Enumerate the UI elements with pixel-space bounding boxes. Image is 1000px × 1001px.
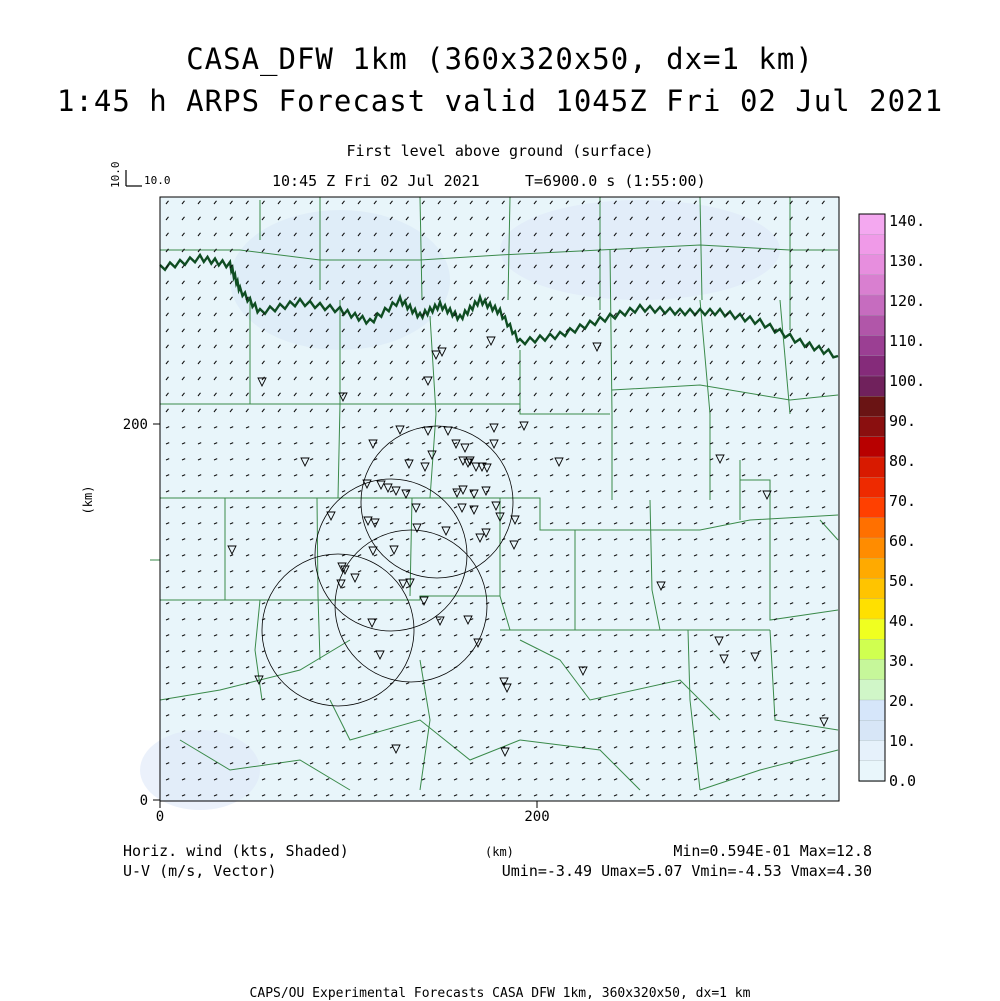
colorbar-swatch	[859, 417, 885, 438]
x-tick-label: 200	[524, 809, 550, 825]
colorbar-swatch	[859, 660, 885, 681]
ref-vector-v-label: 10.0	[109, 161, 122, 188]
wind-shade-patch	[500, 200, 780, 300]
colorbar-swatch	[859, 295, 885, 316]
colorbar-label: 130.	[889, 252, 926, 270]
footer-x-axis-label: (km)	[485, 845, 514, 859]
x-tick-label: 0	[155, 809, 165, 825]
colorbar-swatch	[859, 700, 885, 721]
colorbar-swatch	[859, 498, 885, 519]
colorbar-swatch	[859, 741, 885, 762]
colorbar-swatch	[859, 579, 885, 600]
subtitle-level: First level above ground (surface)	[346, 142, 654, 160]
subtitle-time: 10:45 Z Fri 02 Jul 2021	[272, 172, 480, 190]
wind-shade-patch	[140, 730, 260, 810]
y-axis-label: (km)	[81, 485, 95, 515]
footer-min-max: Min=0.594E-01 Max=12.8	[673, 842, 872, 860]
colorbar-label: 140.	[889, 212, 926, 230]
colorbar-swatch	[859, 720, 885, 741]
y-tick-label: 200	[122, 417, 148, 433]
colorbar-label: 70.	[889, 492, 917, 510]
colorbar-swatch	[859, 255, 885, 276]
colorbar-swatch	[859, 315, 885, 336]
colorbar-swatch	[859, 457, 885, 478]
colorbar-swatch	[859, 376, 885, 397]
colorbar-label: 30.	[889, 652, 917, 670]
bottom-credit: CAPS/OU Experimental Forecasts CASA DFW 1km, 360x320x50, dx=1 km	[249, 986, 751, 1001]
title-line-2: 1:45 h ARPS Forecast valid 1045Z Fri 02 Jul 2021	[56, 84, 944, 118]
colorbar-swatch	[859, 518, 885, 539]
map-area	[140, 197, 839, 810]
title-line-1: CASA_DFW 1km (360x320x50, dx=1 km)	[186, 42, 814, 76]
colorbar-swatch	[859, 619, 885, 640]
colorbar-label: 0.0	[889, 772, 917, 790]
colorbar-swatch	[859, 761, 885, 782]
colorbar-swatch	[859, 234, 885, 255]
y-tick-label: 0	[139, 793, 148, 809]
colorbar-label: 40.	[889, 612, 917, 630]
reference-vector	[109, 162, 171, 189]
colorbar-swatch	[859, 275, 885, 296]
colorbar-swatch	[859, 538, 885, 559]
colorbar-label: 80.	[889, 452, 917, 470]
colorbar-label: 20.	[889, 692, 917, 710]
colorbar-label: 90.	[889, 412, 917, 430]
colorbar	[859, 212, 925, 790]
colorbar-swatch	[859, 558, 885, 579]
footer-vector-label: U-V (m/s, Vector)	[123, 862, 277, 880]
colorbar-swatch	[859, 599, 885, 620]
colorbar-label: 10.	[889, 732, 917, 750]
colorbar-swatch	[859, 437, 885, 458]
colorbar-swatch	[859, 477, 885, 498]
colorbar-swatch	[859, 356, 885, 377]
colorbar-swatch	[859, 680, 885, 701]
colorbar-swatch	[859, 214, 885, 235]
colorbar-label: 50.	[889, 572, 917, 590]
ref-vector-u-label: 10.0	[144, 174, 171, 187]
colorbar-label: 120.	[889, 292, 926, 310]
subtitle-elapsed: T=6900.0 s (1:55:00)	[525, 172, 706, 190]
colorbar-swatch	[859, 639, 885, 660]
colorbar-label: 60.	[889, 532, 917, 550]
colorbar-swatch	[859, 336, 885, 357]
footer-shaded-label: Horiz. wind (kts, Shaded)	[123, 842, 349, 860]
colorbar-label: 100.	[889, 372, 926, 390]
footer-uv-extremes: Umin=-3.49 Umax=5.07 Vmin=-4.53 Vmax=4.30	[501, 862, 872, 880]
colorbar-swatch	[859, 396, 885, 417]
colorbar-label: 110.	[889, 332, 926, 350]
